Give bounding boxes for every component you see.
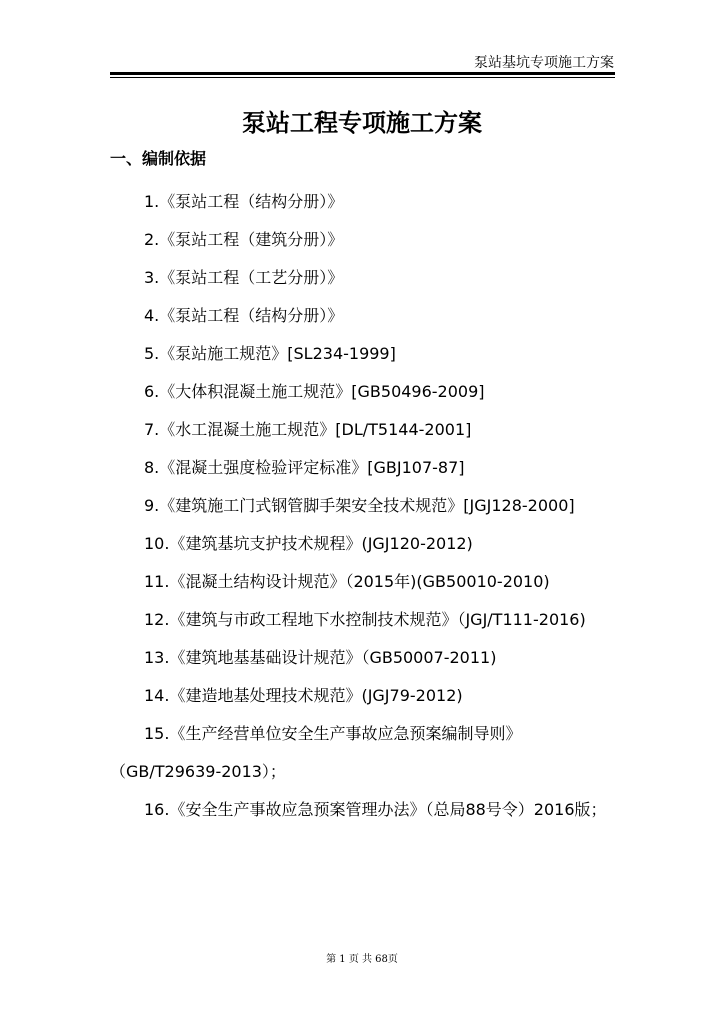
reference-item: 16.《安全生产事故应急预案管理办法》（总局88号令）2016版；	[144, 800, 607, 819]
document-title: 泵站工程专项施工方案	[242, 108, 482, 137]
reference-item: 13.《建筑地基基础设计规范》（GB50007-2011)	[144, 648, 497, 667]
reference-item: 14.《建造地基处理技术规范》(JGJ79-2012)	[144, 686, 463, 705]
reference-item: 2.《泵站工程（建筑分册）》	[144, 230, 344, 249]
page-footer: 第 1 页 共 68页	[326, 954, 398, 965]
reference-item: 6.《大体积混凝土施工规范》[GB50496-2009]	[144, 382, 485, 401]
reference-item: 3.《泵站工程（工艺分册）》	[144, 268, 344, 287]
reference-item: 9.《建筑施工门式钢管脚手架安全技术规范》[JGJ128-2000]	[144, 496, 575, 515]
header-rule	[110, 72, 615, 75]
running-header: 泵站基坑专项施工方案	[474, 55, 614, 71]
reference-list	[110, 183, 615, 829]
reference-item: 11.《混凝土结构设计规范》（2015年)(GB50010-2010)	[144, 572, 550, 591]
reference-item: 5.《泵站施工规范》[SL234-1999]	[144, 344, 396, 363]
reference-item: 7.《水工混凝土施工规范》[DL/T5144-2001]	[144, 420, 472, 439]
section-heading: 一、编制依据	[110, 149, 207, 168]
reference-item: 1.《泵站工程（结构分册）》	[144, 192, 344, 211]
reference-item: 12.《建筑与市政工程地下水控制技术规范》（JGJ/T111-2016)	[144, 610, 586, 629]
reference-item: 4.《泵站工程（结构分册）》	[144, 306, 344, 325]
reference-item: 10.《建筑基坑支护技术规程》(JGJ120-2012)	[144, 534, 473, 553]
reference-item: 15.《生产经营单位安全生产事故应急预案编制导则》（GB/T29639-2013）；	[110, 724, 522, 781]
reference-item: 8.《混凝土强度检验评定标准》[GBJ107-87]	[144, 458, 465, 477]
header-rule-thin	[110, 77, 615, 78]
